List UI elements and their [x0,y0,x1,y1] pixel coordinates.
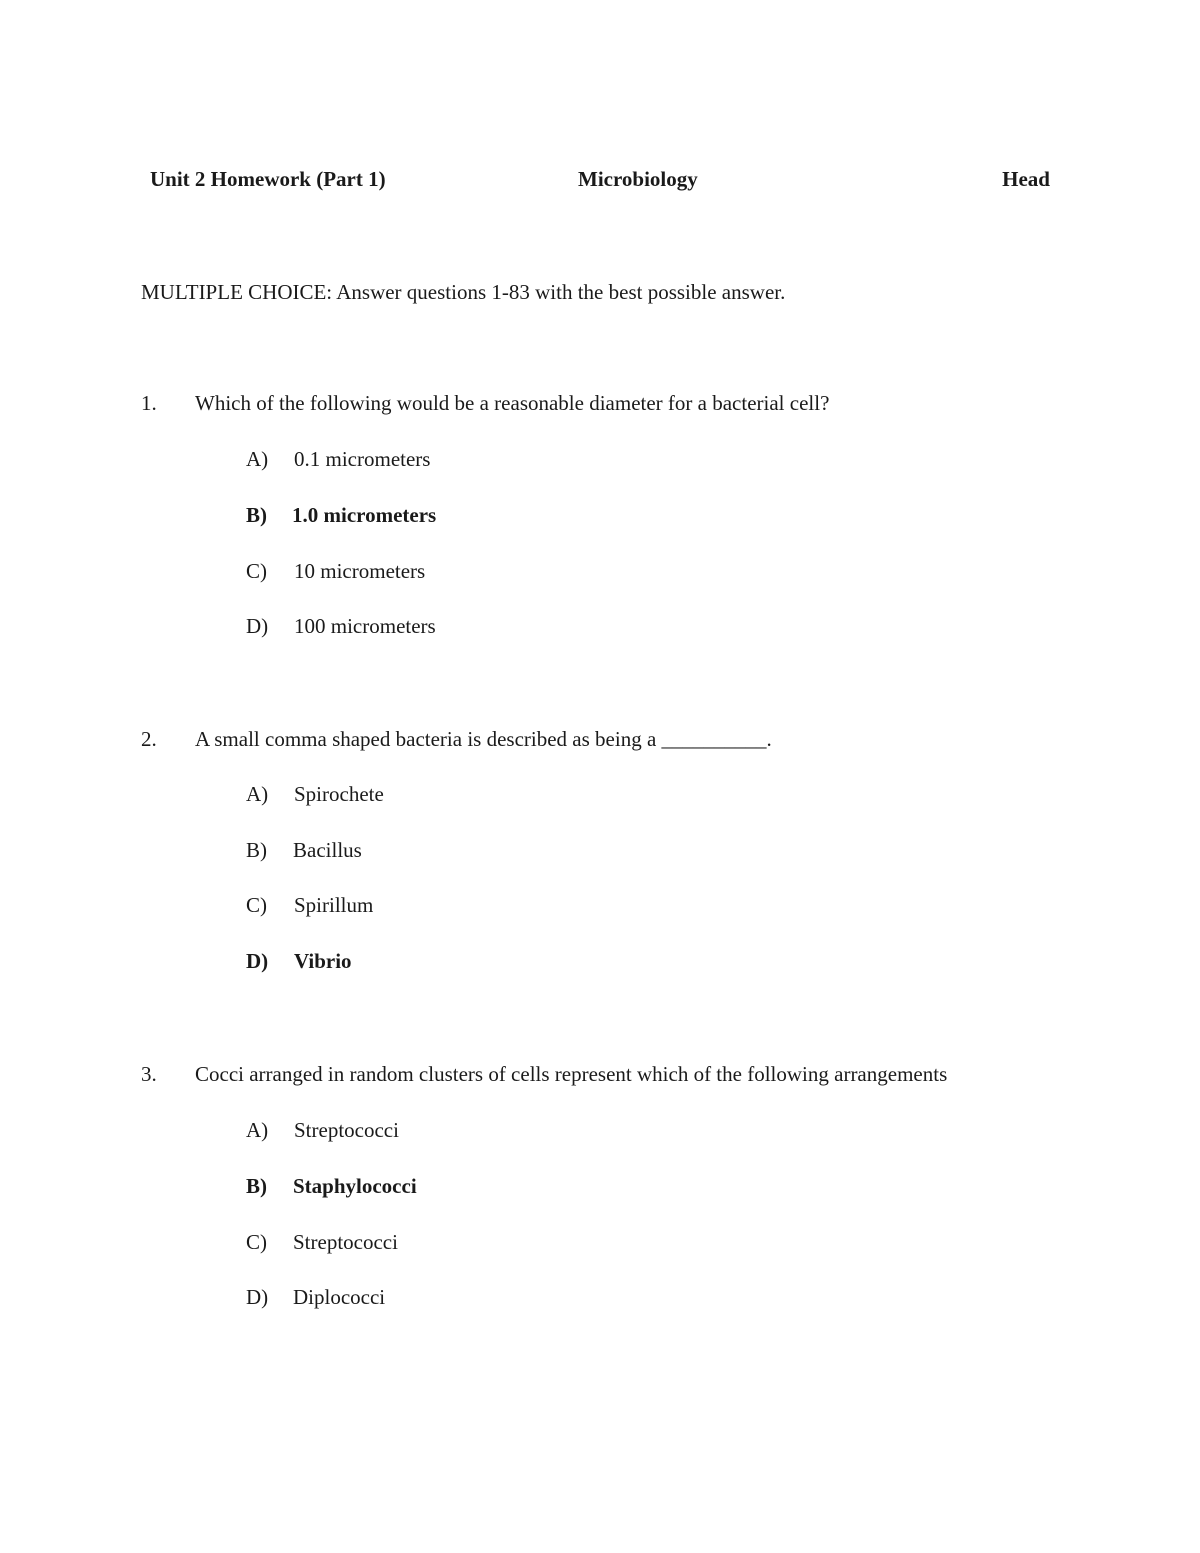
question-number: 2. [141,727,157,751]
question-stem [141,1062,1101,1092]
option-text: 0.1 micrometers [294,447,431,471]
option-text: Staphylococci [293,1174,417,1198]
question-2 [141,727,1101,973]
question-number: 1. [141,391,157,415]
option-text: Streptococci [293,1230,398,1254]
option-letter: D) [246,949,269,973]
option-letter: B) [246,838,267,862]
option-letter: D) [246,1285,269,1309]
option-text: Vibrio [294,949,352,973]
option-letter: C) [246,1230,267,1254]
option-text: 10 micrometers [294,559,426,583]
option-text: 100 micrometers [294,614,436,638]
question-number: 3. [141,1062,157,1086]
question-stem [141,727,1101,757]
question-stem [141,391,1101,421]
option-text: Spirochete [294,782,384,806]
instructor-name: Head [1002,167,1050,191]
option-letter: A) [246,447,269,471]
question-text: A small comma shaped bacteria is described as being a __________. [195,727,772,751]
question-1 [141,391,1101,638]
instructions: MULTIPLE CHOICE: Answer questions 1-83 with the best possible answer. [141,280,786,304]
option-letter: D) [246,614,269,638]
option-text: Bacillus [293,838,362,862]
document-header [150,167,1050,197]
option-letter: A) [246,1118,269,1142]
question-3 [141,1062,1101,1309]
option-text: Diplococci [293,1285,386,1309]
option-letter: C) [246,893,267,917]
question-text: Cocci arranged in random clusters of cells represent which of the following arrangements [195,1062,948,1086]
course-name: Microbiology [578,167,698,191]
option-letter: A) [246,782,269,806]
option-text: 1.0 micrometers [292,503,437,527]
option-letter: B) [246,503,267,527]
option-letter: C) [246,559,267,583]
option-text: Spirillum [294,893,374,917]
option-text: Streptococci [294,1118,399,1142]
question-text: Which of the following would be a reasonable diameter for a bacterial cell? [195,391,830,415]
document-title: Unit 2 Homework (Part 1) [150,167,386,191]
option-letter: B) [246,1174,267,1198]
